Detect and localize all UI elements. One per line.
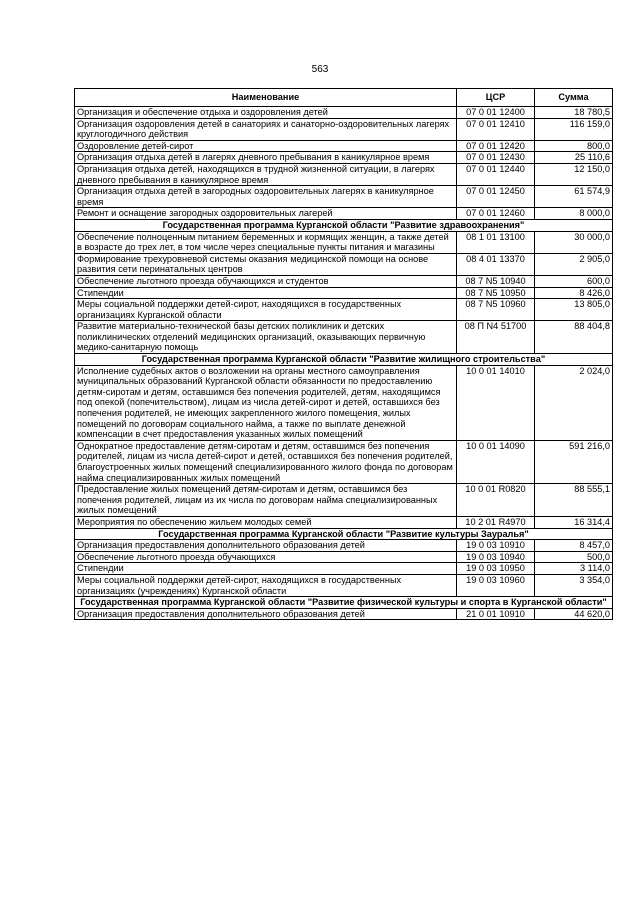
csr-cell: 07 0 01 12430 bbox=[457, 152, 535, 164]
table-row bbox=[75, 516, 613, 528]
section-title: Государственная программа Курганской области "Развитие физической культуры и спорта в Курганской области" bbox=[75, 597, 613, 609]
sum-cell: 116 159,0 bbox=[535, 118, 613, 140]
name-cell: Формирование трехуровневой системы оказания медицинской помощи на основе развития сети перинатальных центров bbox=[75, 253, 457, 275]
sum-cell: 500,0 bbox=[535, 551, 613, 563]
name-cell: Стипендии bbox=[75, 563, 457, 575]
sum-cell: 18 780,5 bbox=[535, 107, 613, 119]
table-row bbox=[75, 574, 613, 596]
name-cell: Организация отдыха детей в лагерях дневного пребывания в каникулярное время bbox=[75, 152, 457, 164]
csr-cell: 19 0 03 10940 bbox=[457, 551, 535, 563]
sum-cell: 800,0 bbox=[535, 140, 613, 152]
sum-cell: 12 150,0 bbox=[535, 163, 613, 185]
name-cell: Организация и обеспечение отдыха и оздоровления детей bbox=[75, 107, 457, 119]
sum-cell: 591 216,0 bbox=[535, 440, 613, 483]
name-cell: Ремонт и оснащение загородных оздоровительных лагерей bbox=[75, 208, 457, 220]
csr-cell: 08 1 01 13100 bbox=[457, 231, 535, 253]
csr-cell: 10 0 01 14090 bbox=[457, 440, 535, 483]
csr-cell: 10 0 01 14010 bbox=[457, 365, 535, 440]
table-row bbox=[75, 551, 613, 563]
csr-cell: 19 0 03 10960 bbox=[457, 574, 535, 596]
csr-cell: 07 0 01 12440 bbox=[457, 163, 535, 185]
section-title: Государственная программа Курганской области "Развитие здравоохранения" bbox=[75, 219, 613, 231]
table-row bbox=[75, 275, 613, 287]
sum-cell: 25 110,6 bbox=[535, 152, 613, 164]
name-cell: Организация отдыха детей в загородных оздоровительных лагерях в каникулярное время bbox=[75, 186, 457, 208]
section-title: Государственная программа Курганской области "Развитие культуры Зауралья" bbox=[75, 528, 613, 540]
csr-cell: 08 П N4 51700 bbox=[457, 321, 535, 354]
sum-cell: 3 114,0 bbox=[535, 563, 613, 575]
section-header-row bbox=[75, 528, 613, 540]
sum-cell: 88 404,8 bbox=[535, 321, 613, 354]
csr-cell: 08 7 N5 10960 bbox=[457, 299, 535, 321]
table-row bbox=[75, 608, 613, 620]
table-row bbox=[75, 287, 613, 299]
name-cell: Меры социальной поддержки детей-сирот, находящихся в государственных организациях Курганской области bbox=[75, 299, 457, 321]
name-cell: Предоставление жилых помещений детям-сиротам и детям, оставшимся без попечения родителей, лицам из их числа по договорам найма специализированных жилых помещений bbox=[75, 484, 457, 517]
name-cell: Оздоровление детей-сирот bbox=[75, 140, 457, 152]
header-name: Наименование bbox=[75, 89, 457, 107]
table-row bbox=[75, 186, 613, 208]
csr-cell: 07 0 01 12400 bbox=[457, 107, 535, 119]
name-cell: Организация предоставления дополнительного образования детей bbox=[75, 608, 457, 620]
table-row bbox=[75, 231, 613, 253]
name-cell: Стипендии bbox=[75, 287, 457, 299]
table-row bbox=[75, 563, 613, 575]
table-row bbox=[75, 540, 613, 552]
sum-cell: 88 555,1 bbox=[535, 484, 613, 517]
name-cell: Мероприятия по обеспечению жильем молодых семей bbox=[75, 516, 457, 528]
table-row bbox=[75, 152, 613, 164]
name-cell: Организация предоставления дополнительного образования детей bbox=[75, 540, 457, 552]
sum-cell: 600,0 bbox=[535, 275, 613, 287]
name-cell: Обеспечение полноценным питанием беременных и кормящих женщин, а также детей в возрасте до трех лет, в том числе через специальные пункты питания и магазины bbox=[75, 231, 457, 253]
sum-cell: 8 457,0 bbox=[535, 540, 613, 552]
csr-cell: 08 7 N5 10940 bbox=[457, 275, 535, 287]
table-row bbox=[75, 365, 613, 440]
sum-cell: 8 000,0 bbox=[535, 208, 613, 220]
page-number: 563 bbox=[311, 64, 329, 75]
name-cell: Обеспечение льготного проезда обучающихся и студентов bbox=[75, 275, 457, 287]
table-row bbox=[75, 163, 613, 185]
table-header-row bbox=[75, 89, 613, 107]
csr-cell: 07 0 01 12460 bbox=[457, 208, 535, 220]
name-cell: Развитие материально-технической базы детских поликлиник и детских поликлинических отделений медицинских организаций, оказывающих первичную медико-санитарную помощь bbox=[75, 321, 457, 354]
name-cell: Организация отдыха детей, находящихся в трудной жизненной ситуации, в лагерях дневного пребывания в каникулярное время bbox=[75, 163, 457, 185]
csr-cell: 07 0 01 12410 bbox=[457, 118, 535, 140]
sum-cell: 2 905,0 bbox=[535, 253, 613, 275]
sum-cell: 3 354,0 bbox=[535, 574, 613, 596]
table-row bbox=[75, 484, 613, 517]
table-row bbox=[75, 107, 613, 119]
section-header-row bbox=[75, 354, 613, 366]
sum-cell: 30 000,0 bbox=[535, 231, 613, 253]
header-sum: Сумма bbox=[535, 89, 613, 107]
name-cell: Исполнение судебных актов о возложении на органы местного самоуправления муниципальных образований Курганской области обязанности по предоставлению детям-сиротам и детям, оставшимся без попечения родителей, детям, находящимся под опекой (попечительством), лицам из числа детей-сирот и детей, оставшихся без попечения родителей, не имеющих закрепленного жилого помещения, жилых помещений по договорам социального найма, а также по выплате денежной компенсации в счет предоставления указанных жилых помещений bbox=[75, 365, 457, 440]
csr-cell: 07 0 01 12420 bbox=[457, 140, 535, 152]
table-body bbox=[75, 107, 613, 620]
table-row bbox=[75, 253, 613, 275]
sum-cell: 8 426,0 bbox=[535, 287, 613, 299]
sum-cell: 16 314,4 bbox=[535, 516, 613, 528]
header-csr: ЦСР bbox=[457, 89, 535, 107]
csr-cell: 10 2 01 R4970 bbox=[457, 516, 535, 528]
csr-cell: 21 0 01 10910 bbox=[457, 608, 535, 620]
section-header-row bbox=[75, 597, 613, 609]
table-row bbox=[75, 140, 613, 152]
sum-cell: 2 024,0 bbox=[535, 365, 613, 440]
sum-cell: 61 574,9 bbox=[535, 186, 613, 208]
section-title: Государственная программа Курганской области "Развитие жилищного строительства" bbox=[75, 354, 613, 366]
table-row bbox=[75, 440, 613, 483]
csr-cell: 19 0 03 10950 bbox=[457, 563, 535, 575]
table-row bbox=[75, 118, 613, 140]
csr-cell: 07 0 01 12450 bbox=[457, 186, 535, 208]
name-cell: Обеспечение льготного проезда обучающихся bbox=[75, 551, 457, 563]
name-cell: Меры социальной поддержки детей-сирот, находящихся в государственных организациях (учреждениях) Курганской области bbox=[75, 574, 457, 596]
csr-cell: 08 7 N5 10950 bbox=[457, 287, 535, 299]
sum-cell: 44 620,0 bbox=[535, 608, 613, 620]
csr-cell: 08 4 01 13370 bbox=[457, 253, 535, 275]
csr-cell: 10 0 01 R0820 bbox=[457, 484, 535, 517]
csr-cell: 19 0 03 10910 bbox=[457, 540, 535, 552]
table-row bbox=[75, 321, 613, 354]
section-header-row bbox=[75, 219, 613, 231]
table-row bbox=[75, 299, 613, 321]
table-row bbox=[75, 208, 613, 220]
sum-cell: 13 805,0 bbox=[535, 299, 613, 321]
name-cell: Организация оздоровления детей в санаториях и санаторно-оздоровительных лагерях круглогодичного действия bbox=[75, 118, 457, 140]
budget-table bbox=[74, 88, 613, 620]
name-cell: Однократное предоставление детям-сиротам и детям, оставшимся без попечения родителей, лицам из числа детей-сирот и детей, оставшихся без попечения родителей, благоустроенных жилых помещений специализированного жилого фонда по договорам найма специализированных жилых помещений bbox=[75, 440, 457, 483]
